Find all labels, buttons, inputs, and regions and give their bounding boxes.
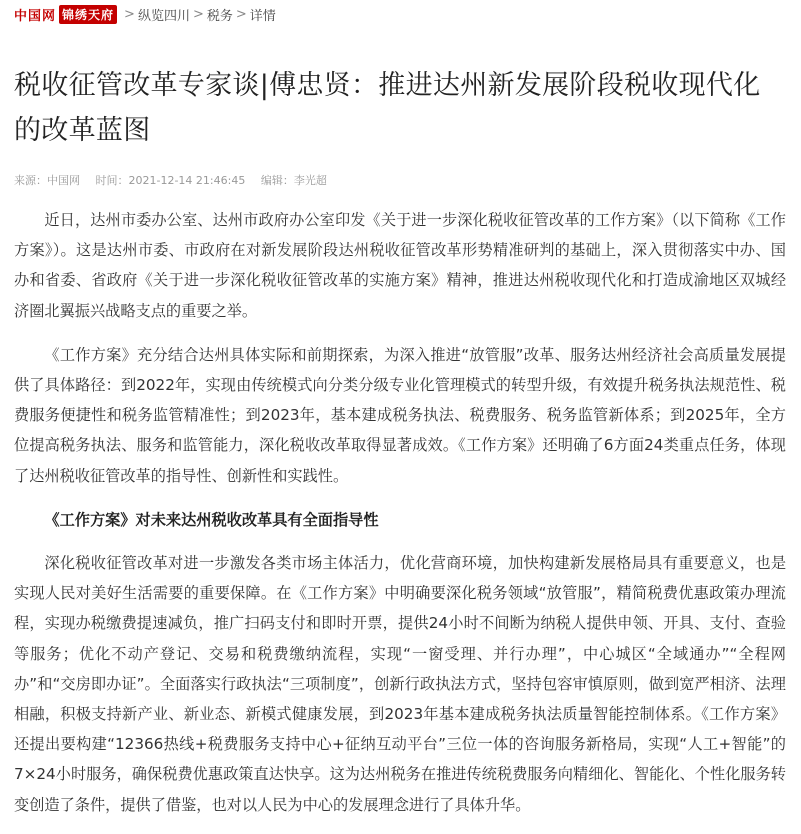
article-source: 来源：中国网 xyxy=(14,174,80,187)
site-logo-chinanet[interactable]: 中国网 xyxy=(14,8,57,24)
breadcrumb-separator: > xyxy=(192,6,204,22)
article-paragraph: 《工作方案》充分结合达州具体实际和前期探索，为深入推进“放管服”改革、服务达州经济社会高质量发展提供了具体路径：到2022年，实现由传统模式向分类分级专业化管理模式的转型升级，有效提升税务执法规范性、税费服务便捷性和税务监管精准性；到2023年，基本建成税务执法、税费服务、税务监管新体系；到2025年，全方位提高税务执法、服务和监管能力，深化税收改革取得显著成效。《工作方案》还明确了6方面24类重点任务，体现了达州税收征管改革的指导性、创新性和实践性。 xyxy=(14,345,786,485)
breadcrumb-item-zonglan-sichuan[interactable]: 纵览四川 xyxy=(137,8,190,24)
article-meta xyxy=(14,172,339,188)
breadcrumb-separator: > xyxy=(124,6,135,22)
breadcrumb-separator: > xyxy=(235,6,247,22)
article-time: 时间：2021-12-14 21:46:45 xyxy=(95,174,246,187)
site-logo-jinxiutianfu[interactable]: 锦绣天府 xyxy=(59,5,117,24)
article-title: 税收征管改革专家谈|傅忠贤：推进达州新发展阶段税收现代化的改革蓝图 xyxy=(14,70,761,146)
article-paragraph: 深化税收征管改革对进一步激发各类市场主体活力，优化营商环境，加快构建新发展格局具有重要意义，也是实现人民对美好生活需要的重要保障。在《工作方案》中明确要深化税务领域“放管服”，精简税费优惠政策办理流程，实现办税缴费提速减负，推广扫码支付和即时开票，提供24小时不间断为纳税人提供申领、开具、支付、查验等服务；优化不动产登记、交易和税费缴纳流程，实现“一窗受理、并行办理”，中心城区“全域通办”“全程网办”和“交房即办证”。全面落实行政执法“三项制度”，创新行政执法方式，坚持包容审慎原则，做到宽严相济、法理相融，积极支持新产业、新业态、新模式健康发展，到2023年基本建成税务执法质量智能控制体系。《工作方案》还提出要构建“12366热线+税费服务支持中心+征纳互动平台”三位一体的咨询服务新格局，实现“人工+智能”的7×24小时服务，确保税费优惠政策直达快享。这为达州税务在推进传统税费服务向精细化、智能化、个性化服务转变创造了条件，提供了借鉴，也对以人民为中心的发展理念进行了具体升华。 xyxy=(14,554,786,814)
article-subheading: 《工作方案》对未来达州税收改革具有全面指导性 xyxy=(44,510,379,529)
site-header xyxy=(14,4,276,24)
breadcrumb-item-xiangqing: 详情 xyxy=(249,8,276,24)
article-body xyxy=(14,205,786,834)
breadcrumb-item-shuiwu[interactable]: 税务 xyxy=(206,8,233,24)
article-editor: 编辑：李光超 xyxy=(260,174,327,187)
article-paragraph: 近日，达州市委办公室、达州市政府办公室印发《关于进一步深化税收征管改革的工作方案》（以下简称《工作方案》）。这是达州市委、市政府在对新发展阶段达州税收征管改革形势精准研判的基础上，深入贯彻落实中办、国办和省委、省政府《关于进一步深化税收征管改革的实施方案》精神，推进达州税收现代化和打造成渝地区双城经济圈北翼振兴战略支点的重要之举。 xyxy=(14,211,786,320)
